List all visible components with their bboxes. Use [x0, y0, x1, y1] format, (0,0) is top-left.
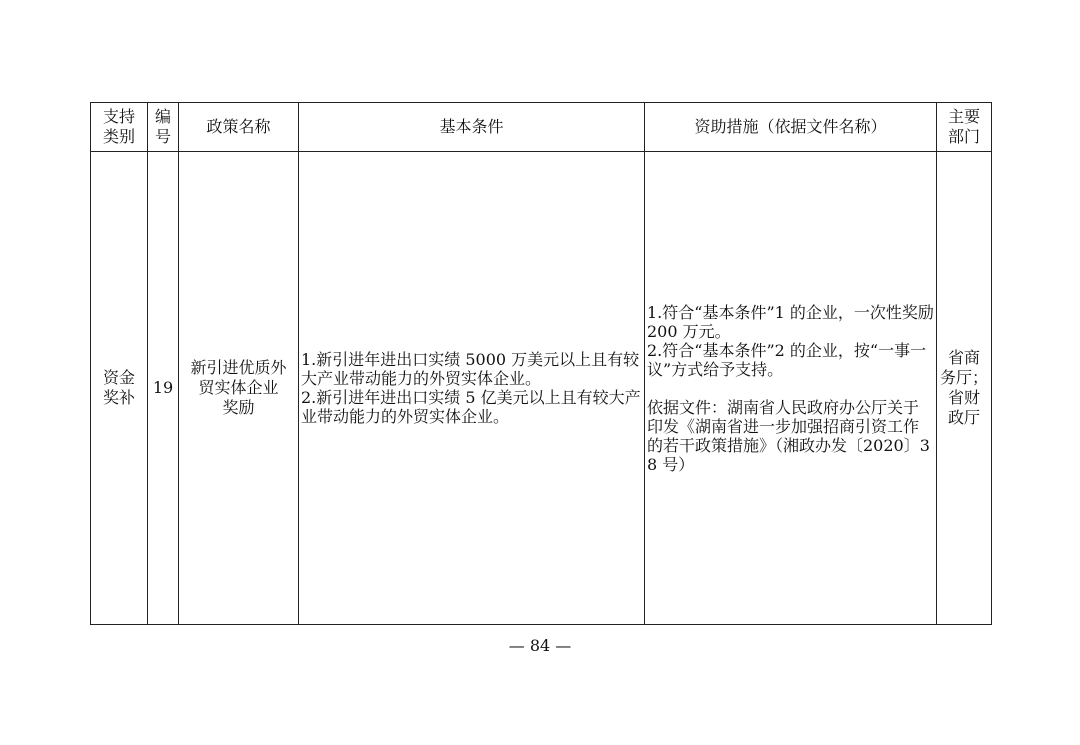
header-text: 支持: [102, 107, 135, 126]
header-text: 基本条件: [439, 117, 504, 136]
condition-item: 1.新引进年进出口实绩 5000 万美元以上且有较大产业带动能力的外贸实体企业。: [301, 350, 640, 388]
header-policy-name: [179, 103, 299, 152]
header-main-department: [937, 103, 992, 152]
header-funding-measures: [645, 103, 937, 152]
basis-document: 依据文件：湖南省人民政府办公厅关于印发《湖南省进一步加强招商引资工作的若干政策措施》（湘政办发〔2020〕38 号）: [647, 397, 930, 474]
category-text: 奖补: [102, 388, 135, 407]
header-text: 号: [154, 127, 171, 146]
conditions-cell: [299, 152, 645, 625]
policy-name-text: 贸实体企业: [198, 378, 279, 397]
department-text: 省商: [947, 348, 980, 367]
header-text: 资助措施（依据文件名称）: [694, 117, 887, 136]
paragraph-gap: [647, 379, 934, 398]
table-row: [91, 152, 992, 625]
header-number: [148, 103, 179, 152]
category-cell: [91, 152, 148, 625]
category-text: 资金: [102, 368, 135, 387]
measures-cell: [645, 152, 937, 625]
policy-name-cell: [179, 152, 299, 625]
header-text: 政策名称: [206, 117, 271, 136]
header-text: 编: [154, 107, 171, 126]
measure-item: 2.符合“基本条件”2 的企业，按“一事一议”方式给予支持。: [647, 340, 927, 379]
policy-table: [90, 102, 992, 625]
header-text: 部门: [947, 127, 980, 146]
condition-item: 2.新引进年进出口实绩 5 亿美元以上且有较大产业带动能力的外贸实体企业。: [301, 388, 641, 426]
department-text: 省财: [947, 388, 980, 407]
department-text: 政厅: [947, 408, 980, 427]
number-cell: 19: [148, 152, 179, 625]
policy-name-text: 新引进优质外: [190, 358, 287, 377]
department-cell: [937, 152, 992, 625]
page-number: — 84 —: [508, 636, 572, 655]
header-text: 类别: [102, 127, 135, 146]
policy-name-text: 奖励: [222, 398, 255, 417]
measure-item: 1.符合“基本条件”1 的企业，一次性奖励 200 万元。: [647, 302, 934, 341]
header-support-category: [91, 103, 148, 152]
header-basic-conditions: [299, 103, 645, 152]
header-text: 主要: [947, 107, 980, 126]
table-header-row: [91, 103, 992, 152]
department-text: 务厅；: [939, 368, 988, 387]
